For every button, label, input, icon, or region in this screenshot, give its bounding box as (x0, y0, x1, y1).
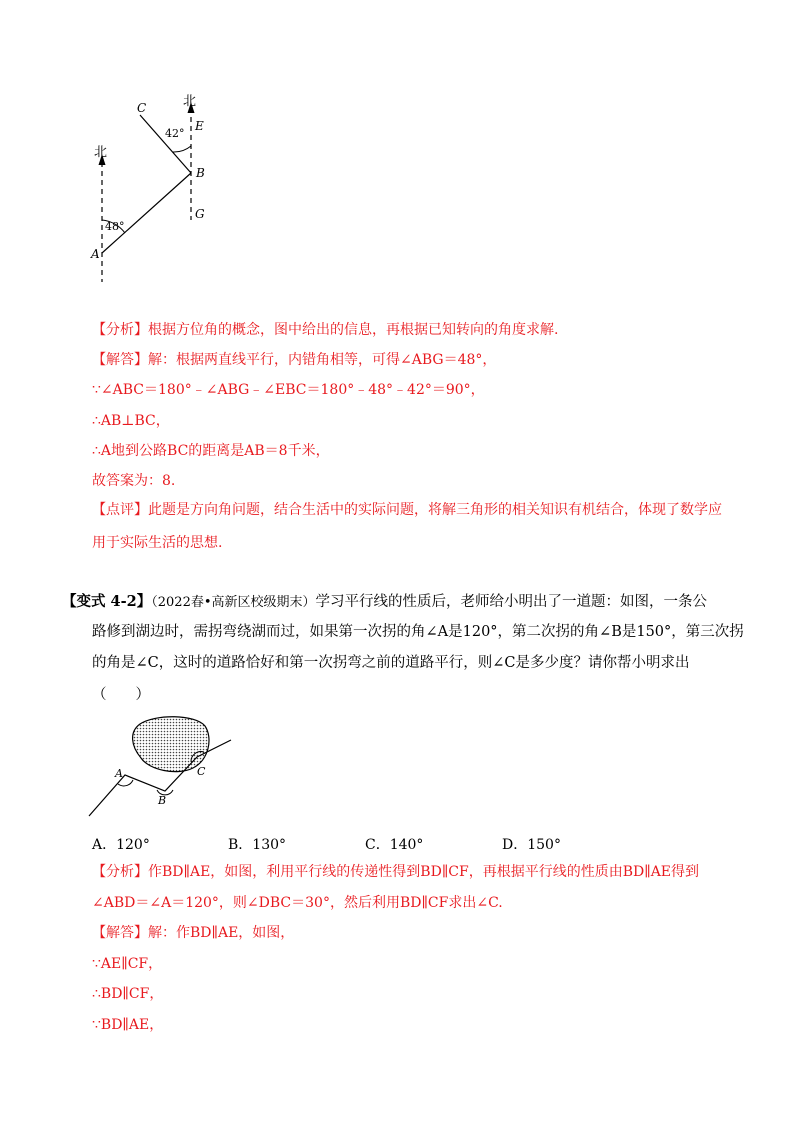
lake-shape (133, 717, 209, 772)
point-g-label: G (195, 207, 205, 221)
solution2-answer-line-3: ∴BD∥CF， (92, 986, 164, 1002)
point-b-label: B (196, 166, 205, 180)
solution1-comment-line-2: 用于实际生活的思想. (92, 535, 223, 551)
point-a-label: A (91, 247, 100, 261)
solution1-answer-line-1: 【解答】解：根据两直线平行，内错角相等，可得∠ABG＝48°， (92, 352, 497, 368)
figure-direction-angle (85, 90, 225, 290)
question2-source: （2022春•高新区校级期末） (151, 595, 316, 610)
question2-line-3: 的角是∠C，这时的道路恰好和第一次拐弯之前的道路平行，则∠C是多少度？请你帮小明求出 (92, 655, 690, 671)
solution2-analysis-line-2: ∠ABD＝∠A＝120°，则∠DBC＝30°，然后利用BD∥CF求出∠C. (92, 895, 503, 911)
solution1-comment-line-1: 【点评】此题是方向角问题，结合生活中的实际问题，将解三角形的相关知识有机结合，体现了数学应 (92, 502, 722, 518)
solution1-answer-line-2: ∵∠ABC＝180°﹣∠ABG﹣∠EBC＝180°﹣48°﹣42°＝90°， (92, 382, 485, 398)
solution2-analysis-line-1: 【分析】作BD∥AE，如图，利用平行线的传递性得到BD∥CF，再根据平行线的性质由BD∥AE得到 (92, 864, 700, 880)
solution1-answer-line-4: ∴A地到公路BC的距离是AB＝8千米， (92, 443, 330, 459)
solution1-answer-line-5: 故答案为：8. (92, 473, 176, 489)
road-point-a: A (115, 767, 123, 780)
solution1-analysis: 【分析】根据方位角的概念，图中给出的信息，再根据已知转向的角度求解. (92, 322, 559, 338)
solution2-answer-line-4: ∵BD∥AE， (92, 1017, 164, 1033)
solution1-answer-line-3: ∴AB⊥BC， (92, 413, 170, 429)
point-c-label: C (137, 101, 147, 115)
angle-42-label: 42° (165, 127, 185, 140)
option-d: D．150° (502, 837, 561, 853)
north-label-left: 北 (94, 145, 108, 160)
option-a: A．120° (92, 837, 150, 853)
solution2-answer-line-2: ∵AE∥CF， (92, 956, 163, 972)
question2-line-4: （ ） (92, 687, 150, 703)
option-b: B．130° (228, 837, 287, 853)
question2-text-1: 学习平行线的性质后，老师给小明出了一道题：如图，一条公 (315, 594, 708, 610)
angle-48-label: 48° (105, 220, 125, 233)
point-e-label: E (195, 119, 204, 133)
question2-tag: 【变式 4-2】 (62, 593, 152, 610)
option-c: C．140° (365, 837, 424, 853)
road-point-c: C (197, 765, 206, 778)
question2-line-1 (62, 592, 707, 613)
solution2-answer-line-1: 【解答】解：作BD∥AE，如图， (92, 925, 295, 941)
north-label-right: 北 (183, 94, 197, 109)
question2-line-2: 路修到湖边时，需拐弯绕湖而过，如果第一次拐的角∠A是120°，第二次拐的角∠B是150°，第三次拐 (92, 624, 744, 640)
figure-road-lake (85, 712, 245, 822)
road-point-b: B (158, 794, 167, 807)
